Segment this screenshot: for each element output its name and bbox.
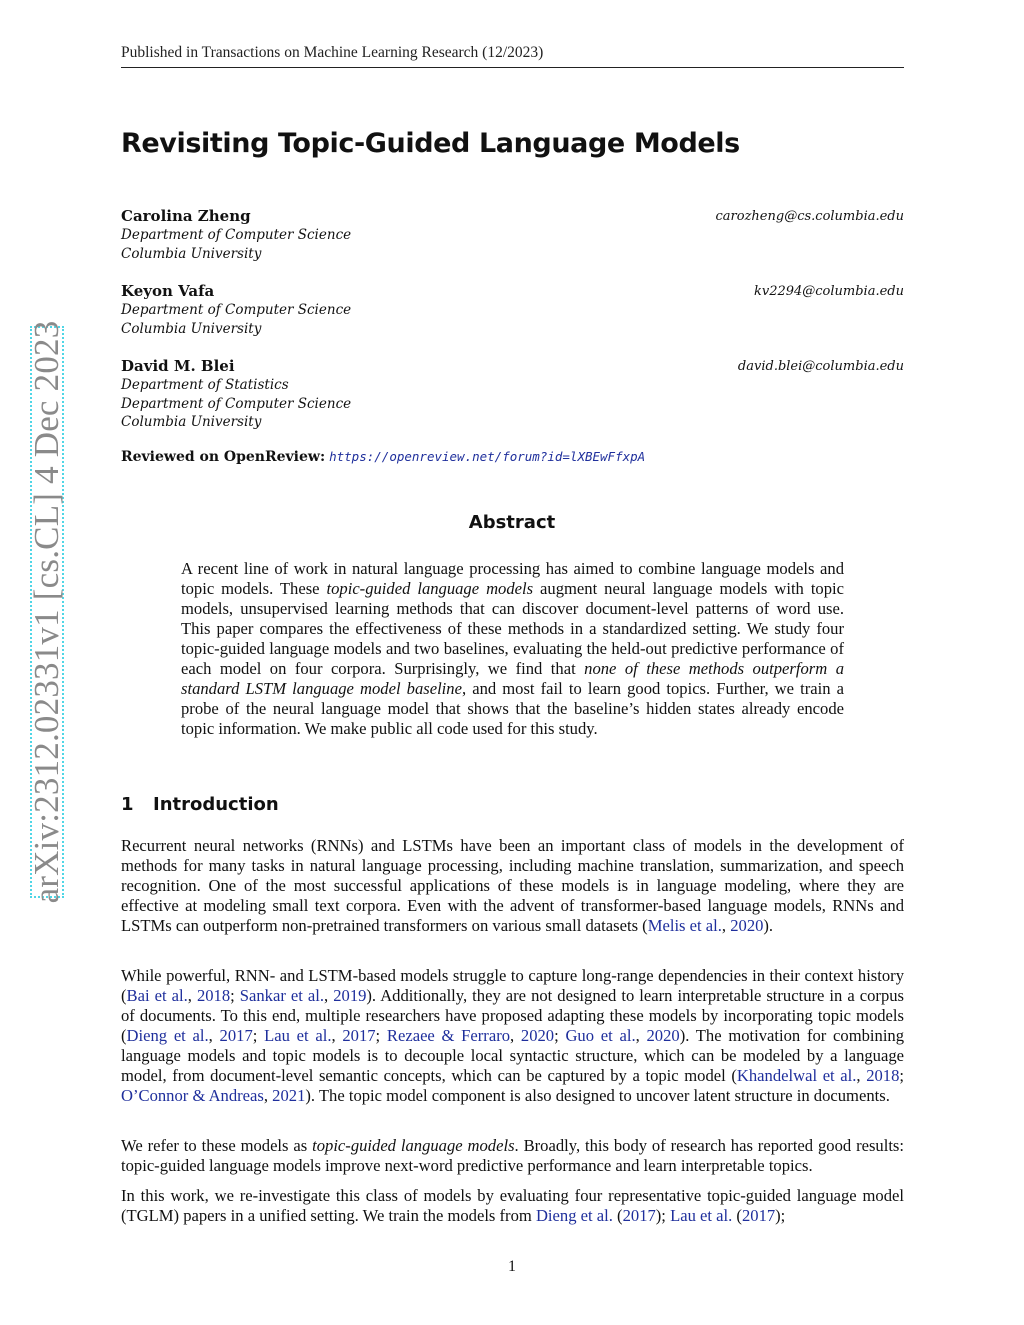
citation-year-link[interactable]: 2020 — [646, 1026, 680, 1045]
arxiv-identifier-stamp — [27, 320, 66, 904]
citation-year-link[interactable]: 2017 — [219, 1026, 253, 1045]
intro-paragraph-1: Recurrent neural networks (RNNs) and LSTMs have been an important class of models in the development of methods for many tasks in natural language processing, including machine translation, summarization, and speech recognition. One of the most successful applications of these models is in language modeling, where they are effective at modeling small text corpora. Even with the advent of transformer-based language models, RNNs and LSTMs can outperform non-pretrained transformers on various small datasets (Melis et al., 2020). — [121, 836, 904, 935]
author-affiliation: Department of Computer Science — [121, 302, 352, 318]
author-email[interactable]: carozheng@cs.columbia.edu — [715, 209, 904, 224]
citation-link[interactable]: Lau et al. — [670, 1206, 733, 1225]
running-header: Published in Transactions on Machine Learning Research (12/2023) — [121, 44, 904, 68]
citation-link[interactable]: Khandelwal et al. — [736, 1066, 857, 1085]
citation-link[interactable]: Rezaee & Ferraro — [386, 1026, 511, 1045]
citation-year-link[interactable]: 2018 — [196, 986, 231, 1005]
citation-link[interactable]: Melis et al. — [647, 916, 722, 935]
author-name: Carolina Zheng — [121, 207, 251, 225]
openreview-link[interactable]: https://openreview.net/forum?id=lXBEwFfxpA — [329, 449, 646, 464]
author-email[interactable]: kv2294@columbia.edu — [753, 284, 904, 299]
page-number: 1 — [508, 1258, 516, 1275]
author-affiliation: Columbia University — [121, 414, 262, 430]
citation-year-link[interactable]: 2018 — [866, 1066, 900, 1085]
paper-title: Revisiting Topic-Guided Language Models — [121, 128, 740, 159]
intro-paragraph-4: In this work, we re-investigate this class of models by evaluating four representative topic-guided language model (TGLM) papers in a unified setting. We train the models from Dieng et al. (2017); Lau et al. (2017); — [121, 1186, 904, 1225]
author-email[interactable]: david.blei@columbia.edu — [737, 359, 904, 374]
section-heading-introduction — [121, 794, 279, 815]
author-affiliation: Columbia University — [121, 245, 262, 262]
citation-link[interactable]: Bai et al. — [126, 986, 188, 1005]
citation-year-link[interactable]: 2020 — [520, 1026, 555, 1045]
citation-year-link[interactable]: 2017 — [622, 1206, 656, 1225]
section-number: 1 — [121, 794, 134, 815]
author-affiliation: Columbia University — [121, 320, 262, 337]
citation-year-link[interactable]: 2019 — [333, 986, 367, 1005]
author-affiliation: Department of Computer Science — [121, 227, 352, 243]
author-block — [121, 357, 904, 432]
citation-link[interactable]: Dieng et al. — [126, 1026, 209, 1045]
section-title: Introduction — [153, 794, 279, 815]
author-affiliation: Department of Computer Science — [121, 395, 352, 412]
intro-paragraph-3: We refer to these models as topic-guided language models. Broadly, this body of research has reported good results: topic-guided language models improve next-word predictive performance and learn interpretable topics. — [121, 1136, 904, 1175]
abstract-heading: Abstract — [468, 512, 556, 533]
intro-paragraph-2: While powerful, RNN- and LSTM-based models struggle to capture long-range dependencies in their context history (Bai et al., 2018; Sankar et al., 2019). Additionally, they are not designed to learn interpretable structure in a corpus of documents. To this end, multiple researchers have proposed adapting these models by incorporating topic models (Dieng et al., 2017; Lau et al., 2017; Rezaee & Ferraro, 2020; Guo et al., 2020). The motivation for combining language models and topic models is to decouple local syntactic structure, which can be modeled by a language model, from document-level semantic concepts, which can be captured by a topic model (Khandelwal et al., 2018; O’Connor & Andreas, 2021). The topic model component is also designed to uncover latent structure in documents. — [121, 966, 905, 1105]
citation-link[interactable]: Sankar et al. — [239, 986, 325, 1005]
citation-year-link[interactable]: 2017 — [342, 1026, 376, 1045]
author-block — [121, 282, 904, 338]
author-block — [121, 207, 904, 263]
author-name: Keyon Vafa — [121, 282, 215, 300]
arxiv-identifier-text: arXiv:2312.02331v1 [cs.CL] 4 Dec 2023 — [27, 320, 66, 904]
citation-link[interactable]: O’Connor & Andreas — [121, 1086, 264, 1105]
citation-link[interactable]: Guo et al. — [565, 1026, 636, 1045]
citation-year-link[interactable]: 2017 — [741, 1206, 776, 1225]
citation-year-link[interactable]: 2021 — [272, 1086, 306, 1105]
abstract-body: A recent line of work in natural language processing has aimed to combine language models and topic models. These topic-guided language models augment neural language models with topic models, unsupervised learning methods that can discover document-level patterns of word use. This paper compares the effectiveness of these methods in a standardized setting. We study four topic-guided language models and two baselines, evaluating the held-out predictive performance of each model on four corpora. Surprisingly, we find that none of these methods outperform a standard LSTM language model baseline, and most fail to learn good topics. Further, we train a probe of the neural language model that shows that the baseline’s hidden states already encode topic information. We make public all code used for this study. — [181, 559, 845, 738]
openreview-label: Reviewed on OpenReview: — [121, 449, 326, 465]
author-affiliation: Department of Statistics — [121, 377, 289, 393]
openreview-line — [121, 449, 645, 465]
citation-link[interactable]: Dieng et al. — [535, 1206, 613, 1225]
author-name: David M. Blei — [121, 357, 235, 375]
citation-year-link[interactable]: 2020 — [730, 916, 764, 935]
citation-link[interactable]: Lau et al. — [264, 1026, 332, 1045]
